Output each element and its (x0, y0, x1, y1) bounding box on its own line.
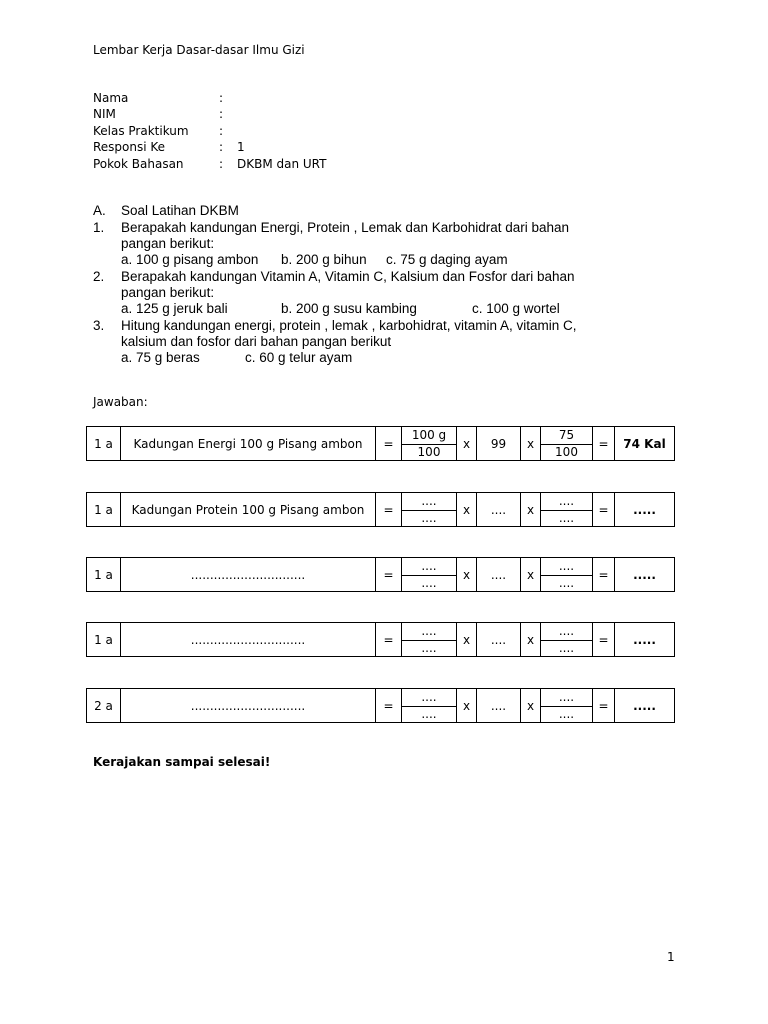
row-number: 1 a (87, 427, 121, 461)
result-value: ..... (615, 493, 675, 527)
numerator: .... (421, 624, 437, 638)
multiply-sign: x (521, 689, 541, 723)
section-title: Soal Latihan DKBM (121, 203, 239, 218)
multiply-sign: x (521, 493, 541, 527)
denominator: .... (558, 576, 575, 590)
numerator: .... (421, 559, 437, 573)
answer-label: Jawaban: (93, 395, 148, 409)
fraction-2 (541, 427, 593, 461)
question-number: 3. (93, 318, 105, 333)
info-label: Kelas Praktikum (93, 123, 189, 138)
row-description: .............................. (121, 689, 376, 723)
calc-row (87, 623, 675, 657)
info-row-nama (93, 90, 326, 106)
question-3 (93, 318, 641, 366)
multiply-sign: x (457, 427, 477, 461)
denominator: .... (421, 511, 437, 525)
nutrient-value: .... (477, 558, 521, 592)
option: c. 100 g wortel (472, 301, 560, 316)
row-number: 2 a (87, 689, 121, 723)
question-1 (93, 220, 641, 268)
info-row-nim (93, 106, 326, 122)
info-colon: : (219, 107, 224, 122)
question-text: Hitung kandungan energi, protein , lemak , karbohidrat, vitamin A, vitamin C, (121, 318, 577, 333)
numerator: 100 g (411, 428, 447, 442)
info-colon: : (219, 156, 224, 171)
equals-sign: = (593, 689, 615, 723)
option: c. 60 g telur ayam (245, 350, 353, 365)
numerator: .... (558, 559, 575, 573)
question-text: pangan berikut: (121, 236, 215, 251)
fraction-1 (402, 558, 457, 592)
row-number: 1 a (87, 558, 121, 592)
option: a. 125 g jeruk bali (121, 301, 228, 316)
numerator: .... (558, 624, 575, 638)
multiply-sign: x (521, 558, 541, 592)
calc-table (86, 492, 675, 527)
calc-row (87, 427, 675, 461)
option: b. 200 g bihun (281, 252, 367, 267)
closing-instruction: Kerajakan sampai selesai! (93, 755, 271, 769)
fraction-2 (541, 493, 593, 527)
info-colon: : (219, 140, 224, 155)
page-number: 1 (667, 950, 675, 964)
multiply-sign: x (457, 689, 477, 723)
equals-sign: = (593, 558, 615, 592)
info-row-responsi (93, 139, 326, 155)
result-value: ..... (615, 689, 675, 723)
question-options (121, 252, 641, 268)
calc-table (86, 622, 675, 657)
calc-table (86, 426, 675, 461)
info-colon: : (219, 123, 224, 138)
row-number: 1 a (87, 623, 121, 657)
row-number: 1 a (87, 493, 121, 527)
result-value: ..... (615, 623, 675, 657)
question-number: 1. (93, 220, 105, 235)
fraction-2 (541, 689, 593, 723)
section-heading (93, 202, 641, 219)
nutrient-value: 99 (477, 427, 521, 461)
option: a. 100 g pisang ambon (121, 252, 259, 267)
denominator: .... (558, 641, 575, 655)
question-options (121, 350, 641, 366)
nutrient-value: .... (477, 689, 521, 723)
numerator: 75 (558, 428, 575, 442)
section-letter: A. (93, 203, 106, 218)
row-description: Kadungan Energi 100 g Pisang ambon (121, 427, 376, 461)
multiply-sign: x (521, 427, 541, 461)
nutrient-value: .... (477, 493, 521, 527)
question-text: Berapakah kandungan Vitamin A, Vitamin C, Kalsium dan Fosfor dari bahan (121, 269, 575, 284)
equals-sign: = (593, 623, 615, 657)
info-label: Pokok Bahasan (93, 156, 184, 171)
fraction-2 (541, 558, 593, 592)
fraction-1 (402, 689, 457, 723)
denominator: .... (558, 511, 575, 525)
denominator: .... (421, 641, 437, 655)
option: a. 75 g beras (121, 350, 200, 365)
denominator: 100 (555, 445, 578, 459)
question-2 (93, 269, 641, 317)
equals-sign: = (593, 493, 615, 527)
question-number: 2. (93, 269, 105, 284)
result-value: ..... (615, 558, 675, 592)
equals-sign: = (593, 427, 615, 461)
exercise-section (93, 202, 641, 366)
info-label: NIM (93, 107, 116, 122)
calc-row (87, 689, 675, 723)
student-info (93, 90, 326, 172)
info-value: 1 (237, 140, 245, 155)
numerator: .... (421, 494, 437, 508)
row-description: Kadungan Protein 100 g Pisang ambon (121, 493, 376, 527)
multiply-sign: x (457, 493, 477, 527)
calc-row (87, 558, 675, 592)
fraction-1 (402, 427, 457, 461)
option: c. 75 g daging ayam (386, 252, 508, 267)
info-value: DKBM dan URT (237, 156, 327, 171)
fraction-1 (402, 623, 457, 657)
equals-sign: = (376, 493, 402, 527)
row-description: .............................. (121, 558, 376, 592)
nutrient-value: .... (477, 623, 521, 657)
denominator: 100 (417, 445, 441, 459)
denominator: .... (558, 707, 575, 721)
calc-table (86, 557, 675, 592)
equals-sign: = (376, 623, 402, 657)
question-text: kalsium dan fosfor dari bahan pangan berikut (121, 334, 392, 349)
info-colon: : (219, 91, 224, 105)
info-row-pokok-bahasan (93, 156, 326, 172)
equals-sign: = (376, 427, 402, 461)
multiply-sign: x (521, 623, 541, 657)
multiply-sign: x (457, 623, 477, 657)
equals-sign: = (376, 689, 402, 723)
row-description: .............................. (121, 623, 376, 657)
numerator: .... (558, 494, 575, 508)
worksheet-title: Lembar Kerja Dasar-dasar Ilmu Gizi (93, 43, 305, 57)
denominator: .... (421, 707, 437, 721)
option: b. 200 g susu kambing (281, 301, 417, 316)
question-text: pangan berikut: (121, 285, 215, 300)
result-value: 74 Kal (615, 427, 675, 461)
fraction-1 (402, 493, 457, 527)
numerator: .... (558, 690, 575, 704)
numerator: .... (421, 690, 437, 704)
info-row-kelas (93, 123, 326, 139)
equals-sign: = (376, 558, 402, 592)
multiply-sign: x (457, 558, 477, 592)
question-text: Berapakah kandungan Energi, Protein , Lemak dan Karbohidrat dari bahan (121, 220, 570, 235)
denominator: .... (421, 576, 437, 590)
calc-table (86, 688, 675, 723)
fraction-2 (541, 623, 593, 657)
info-label: Nama (93, 91, 129, 105)
info-label: Responsi Ke (93, 140, 166, 155)
question-options (121, 301, 641, 317)
calc-row (87, 493, 675, 527)
